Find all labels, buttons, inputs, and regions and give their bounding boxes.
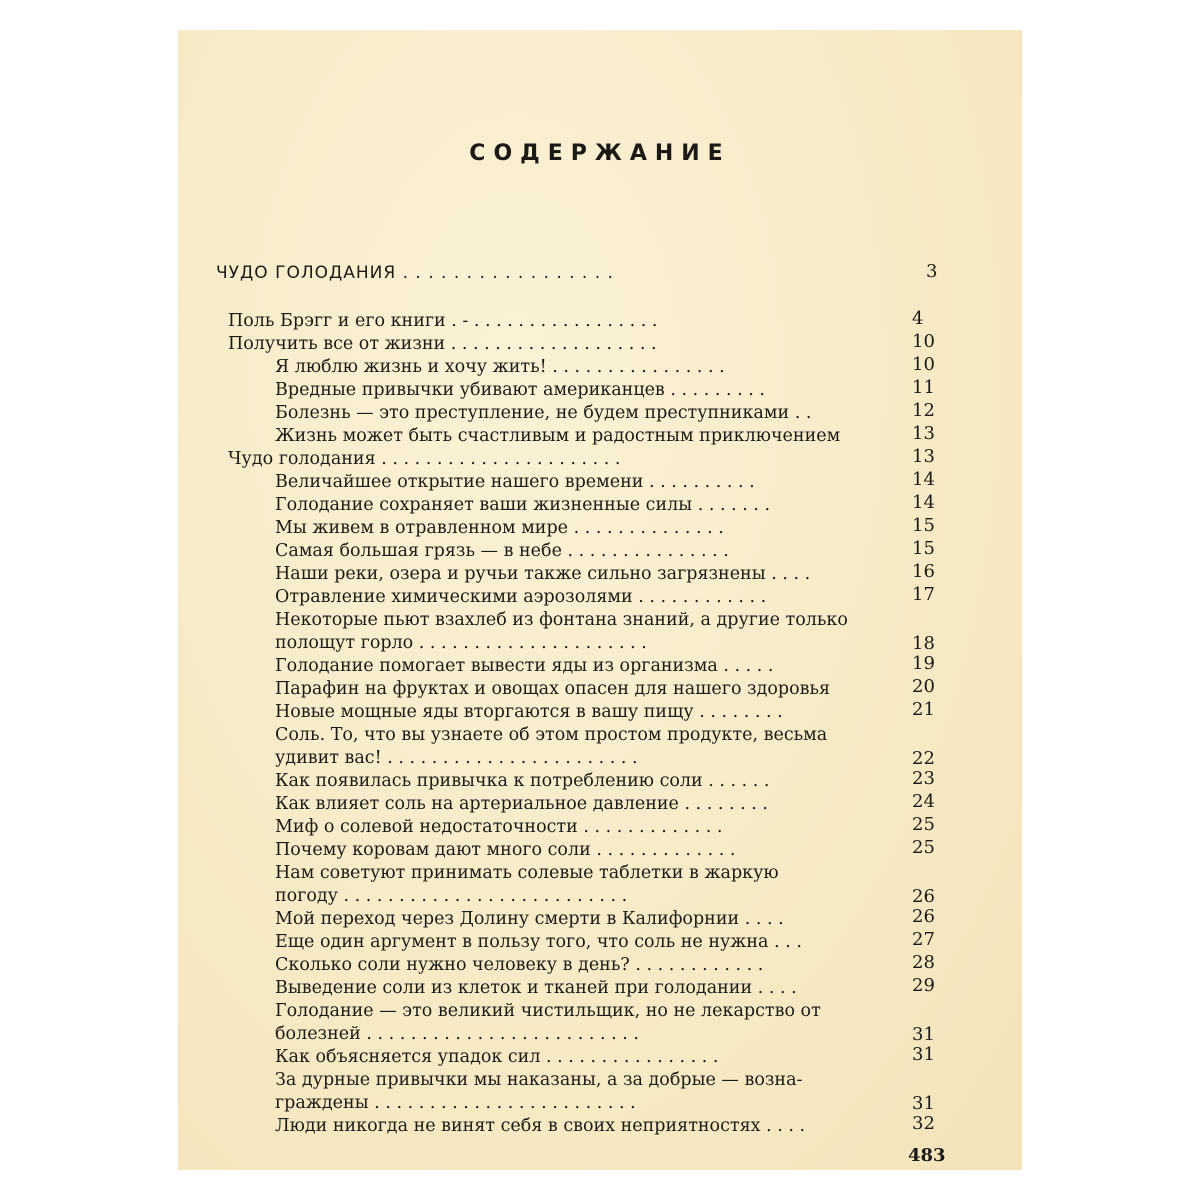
- toc-entry-title: [275, 425, 874, 448]
- dot-leader: . . . . . . . . . .: [643, 472, 755, 492]
- toc-entry-text: За дурные привычки мы наказаны, а за добрые — возна-: [275, 1070, 803, 1090]
- toc-entry: [228, 839, 958, 862]
- dot-leader: . . . . . .: [702, 771, 770, 791]
- toc-entry-text: Как появилась привычка к потреблению соли: [275, 771, 703, 791]
- toc-entry-title: [275, 379, 874, 402]
- toc-entry-page: 32: [912, 1113, 935, 1134]
- toc-entry-text: граждены: [275, 1093, 369, 1113]
- toc-entry-page: 14: [912, 492, 935, 513]
- toc-entry-page: 4: [912, 308, 924, 329]
- toc-entry-text: Сколько соли нужно человеку в день?: [275, 955, 630, 975]
- dot-leader: . . . . . . . .: [693, 702, 783, 722]
- toc-entry: [228, 609, 958, 632]
- dot-leader: . . . . . . . . . . . . . . . . . . . . .: [413, 633, 647, 653]
- toc-entry-text: Мой переход через Долину смерти в Калифорнии: [275, 909, 740, 929]
- part-title: [216, 263, 946, 283]
- toc-entry-text: Миф о солевой недостаточности: [275, 817, 578, 837]
- toc-entry: [228, 747, 958, 770]
- dot-leader: . . . . . . . . . . . . . . . . . . .: [445, 334, 657, 354]
- book-page: [178, 30, 1022, 1170]
- toc-entry-page: 16: [912, 561, 935, 582]
- toc-entry: [228, 655, 958, 678]
- toc-entry-title: [275, 724, 874, 747]
- toc-entry-text: болезней: [275, 1024, 361, 1044]
- dot-leader: . . . . . . . . . . . . .: [590, 840, 736, 860]
- toc-entry: [228, 724, 958, 747]
- toc-entry-text: Некоторые пьют взахлеб из фонтана знаний, а другие только: [275, 610, 848, 630]
- toc-entry: [228, 1000, 958, 1023]
- toc-entry: [228, 517, 958, 540]
- dot-leader: . . .: [768, 932, 802, 952]
- toc-entry: [228, 356, 958, 379]
- toc-entry: [228, 908, 958, 931]
- toc-entry-page: 18: [912, 633, 935, 654]
- toc-entry: [228, 931, 958, 954]
- toc-entry: [228, 471, 958, 494]
- toc-entry-page: 25: [912, 837, 935, 858]
- toc-entry-text: Чудо голодания: [228, 449, 376, 469]
- toc-entry: [228, 1046, 958, 1069]
- toc-entry-text: Мы живем в отравленном мире: [275, 518, 569, 538]
- toc-entry-title: [275, 356, 874, 379]
- toc-entry-text: Голодание — это великий чистильщик, но не лекарство от: [275, 1001, 821, 1021]
- dot-leader: . . . . . . . .: [678, 794, 768, 814]
- toc-entry: [228, 379, 958, 402]
- dot-leader: . . . . . . .: [692, 495, 771, 515]
- toc-entry-page: 17: [912, 584, 935, 605]
- toc-entry-title: [275, 1023, 874, 1046]
- dot-leader: . . . .: [760, 1116, 806, 1136]
- toc-entry-title: [275, 471, 874, 494]
- toc-entry-page: 13: [912, 446, 935, 467]
- toc-entry: [228, 310, 958, 333]
- dot-leader: . . . . . . . . . . . . . . . . . . . . . .: [375, 449, 621, 469]
- toc-entry-text: Самая большая грязь — в небе: [275, 541, 562, 561]
- toc-entry-text: полощут горло: [275, 633, 414, 653]
- part-title-text: ЧУДО ГОЛОДАНИЯ: [216, 263, 397, 283]
- toc-entry-title: [275, 494, 874, 517]
- toc-entry-title: [275, 678, 874, 701]
- toc-entry-page: 20: [912, 676, 935, 697]
- toc-entry-text: Почему коровам дают много соли: [275, 840, 591, 860]
- toc-entry-text: Получить все от жизни: [228, 334, 446, 354]
- toc-entry: [228, 425, 958, 448]
- toc-entry-page: 22: [912, 748, 935, 769]
- dot-leader: . . . . . . . . . . . . . . . . . . . . . . . . .: [360, 1024, 639, 1044]
- toc-entry-text: Наши реки, озера и ручьи также сильно загрязнены: [275, 564, 766, 584]
- toc-entry-text: удивит вас!: [275, 748, 382, 768]
- toc-entry-title: [275, 586, 874, 609]
- toc-entry-page: 14: [912, 469, 935, 490]
- toc-entry: [228, 977, 958, 1000]
- dot-leader: . . . . . . . . . . . . . . . .: [540, 1047, 719, 1067]
- toc-entry: [228, 448, 958, 471]
- toc-entry: [228, 586, 958, 609]
- toc-entry: [228, 885, 958, 908]
- toc-entry: [228, 333, 958, 356]
- toc-entry-title: [228, 448, 874, 471]
- toc-entry-title: [275, 517, 874, 540]
- toc-entry: [228, 1023, 958, 1046]
- toc-entry-page: 12: [912, 400, 935, 421]
- toc-entry-text: Как влияет соль на артериальное давление: [275, 794, 679, 814]
- dot-leader: . . . . . . . . . . . . . . . . . . . . . . .: [381, 748, 638, 768]
- toc-entry-text: Голодание помогает вывести яды из организма: [275, 656, 718, 676]
- dot-leader: . . . .: [752, 978, 797, 998]
- dot-leader: . . . .: [765, 564, 811, 584]
- toc-entry-text: Новые мощные яды вторгаются в вашу пищу: [275, 702, 694, 722]
- dot-leader: . . . . . . . . .: [664, 380, 765, 400]
- toc-entry-title: [275, 609, 874, 632]
- dot-leader: . . . . . . . . . . . . . . .: [561, 541, 729, 561]
- toc-entry: [228, 862, 958, 885]
- toc-entry-text: Отравление химическими аэрозолями: [275, 587, 633, 607]
- toc-entry-title: [275, 632, 874, 655]
- toc-entry-page: 31: [912, 1024, 935, 1045]
- table-of-contents: [228, 310, 958, 1138]
- toc-entry: [228, 816, 958, 839]
- toc-entry-text: Я люблю жизнь и хочу жить!: [275, 357, 547, 377]
- toc-entry: [228, 770, 958, 793]
- toc-entry-page: 24: [912, 791, 935, 812]
- toc-entry-page: 25: [912, 814, 935, 835]
- toc-entry-title: [275, 839, 874, 862]
- part-page-number: 3: [926, 261, 938, 282]
- toc-entry-title: [275, 977, 874, 1000]
- dot-leader: . . . . . . . . . . . . . . . . .: [396, 263, 614, 283]
- toc-entry-page: 21: [912, 699, 935, 720]
- toc-entry: [228, 793, 958, 816]
- toc-entry-title: [275, 862, 874, 885]
- dot-leader: . . . . . . . . . . . .: [632, 587, 767, 607]
- toc-entry-page: 31: [912, 1044, 935, 1065]
- dot-leader: . . . . . . . . . . . . . .: [568, 518, 724, 538]
- toc-entry: [228, 494, 958, 517]
- toc-entry-text: погоду: [275, 886, 338, 906]
- dot-leader: . . . . . . . . . . . . . . . . . . . . . . . .: [368, 1093, 636, 1113]
- toc-entry-text: Величайшее открытие нашего времени: [275, 472, 644, 492]
- toc-entry-title: [275, 908, 874, 931]
- toc-entry-title: [275, 1092, 874, 1115]
- toc-entry-title: [275, 1000, 874, 1023]
- toc-entry-title: [275, 931, 874, 954]
- toc-entry-title: [275, 402, 874, 425]
- toc-entry-page: 31: [912, 1093, 935, 1114]
- toc-entry: [228, 563, 958, 586]
- contents-heading: СОДЕРЖАНИЕ: [469, 141, 731, 166]
- toc-entry-text: Как объясняется упадок сил: [275, 1047, 541, 1067]
- toc-entry-page: 26: [912, 906, 935, 927]
- dot-leader: . . . . . . . . . . . . .: [577, 817, 723, 837]
- toc-entry-title: [275, 563, 874, 586]
- toc-entry-title: [228, 333, 874, 356]
- dot-leader: . . . . . . . . . . . .: [629, 955, 764, 975]
- toc-entry-title: [275, 954, 874, 977]
- toc-entry-title: [275, 1046, 874, 1069]
- toc-entry: [228, 701, 958, 724]
- toc-entry-text: Соль. То, что вы узнаете об этом простом продукте, весьма: [275, 725, 828, 745]
- toc-entry-text: Болезнь — это преступление, не будем преступниками: [275, 403, 790, 423]
- toc-entry-title: [275, 816, 874, 839]
- toc-entry-text: Нам советуют принимать солевые таблетки в жаркую: [275, 863, 779, 883]
- toc-entry-page: 19: [912, 653, 935, 674]
- toc-entry-page: 23: [912, 768, 935, 789]
- toc-entry-page: 10: [912, 331, 935, 352]
- toc-entry: [228, 1092, 958, 1115]
- toc-entry-title: [275, 540, 874, 563]
- toc-entry-title: [275, 770, 874, 793]
- toc-entry-page: 15: [912, 515, 935, 536]
- toc-entry-page: 26: [912, 886, 935, 907]
- dot-leader: . .: [789, 403, 812, 423]
- toc-entry-page: 29: [912, 975, 935, 996]
- toc-entry-text: Люди никогда не винят себя в своих неприятностях: [275, 1116, 761, 1136]
- toc-entry-title: [228, 310, 874, 333]
- toc-entry-title: [275, 701, 874, 724]
- dot-leader: . . . . .: [717, 656, 774, 676]
- toc-entry: [228, 540, 958, 563]
- toc-entry-page: 11: [912, 377, 935, 398]
- toc-entry-title: [275, 1115, 874, 1138]
- toc-entry-page: 27: [912, 929, 935, 950]
- toc-entry: [228, 678, 958, 701]
- dot-leader: . . . .: [739, 909, 784, 929]
- toc-entry-page: 13: [912, 423, 935, 444]
- toc-entry-title: [275, 655, 874, 678]
- dot-leader: . . . . . . . . . . . . . . . . . . . . . . . . . .: [337, 886, 628, 906]
- toc-entry-page: 10: [912, 354, 935, 375]
- toc-entry-title: [275, 747, 874, 770]
- toc-entry-page: 15: [912, 538, 935, 559]
- toc-entry-text: Жизнь может быть счастливым и радостным приключением: [275, 426, 841, 446]
- toc-entry: [228, 1115, 958, 1138]
- toc-entry-page: 28: [912, 952, 935, 973]
- toc-entry: [228, 632, 958, 655]
- toc-entry-text: Голодание сохраняет ваши жизненные силы: [275, 495, 693, 515]
- toc-entry-title: [275, 885, 874, 908]
- toc-entry: [228, 954, 958, 977]
- toc-entry-text: Вредные привычки убивают американцев: [275, 380, 665, 400]
- dot-leader: . . . . . . . . . . . . . . . .: [546, 357, 725, 377]
- folio-page-number: 483: [908, 1145, 946, 1166]
- toc-entry-text: Парафин на фруктах и овощах опасен для нашего здоровья: [275, 679, 831, 699]
- toc-entry-title: [275, 1069, 874, 1092]
- dot-leader: . - . . . . . . . . . . . . . . . . .: [445, 311, 658, 331]
- toc-entry: [228, 1069, 958, 1092]
- toc-entry-title: [275, 793, 874, 816]
- toc-entry-text: Еще один аргумент в пользу того, что соль не нужна: [275, 932, 769, 952]
- toc-entry-text: Поль Брэгг и его книги: [228, 311, 446, 331]
- toc-entry: [228, 402, 958, 425]
- toc-entry-text: Выведение соли из клеток и тканей при голодании: [275, 978, 753, 998]
